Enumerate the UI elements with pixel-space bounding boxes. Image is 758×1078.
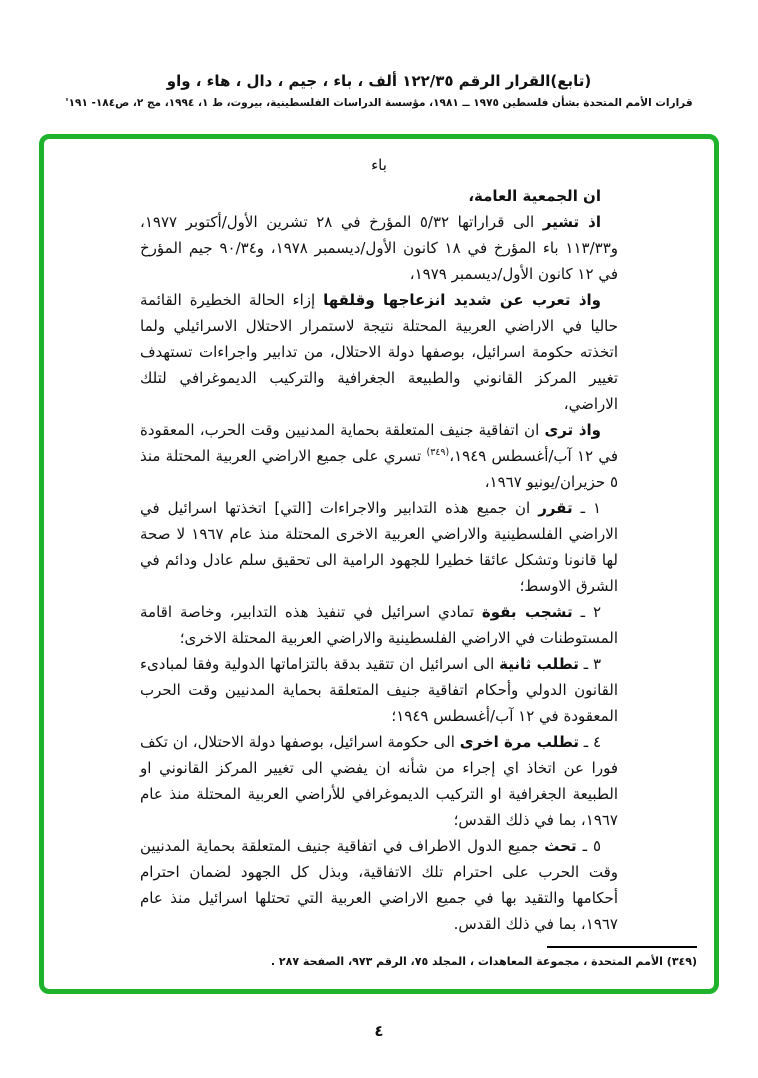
- section-letter: باء: [371, 156, 387, 174]
- item-lead: تحث: [544, 837, 577, 855]
- page-header: [0, 72, 758, 109]
- paragraph-lead: واذ تعرب عن شديد انزعاجها وقلقها: [323, 291, 601, 309]
- paragraph-text: إزاء الحالة الخطيرة القائمة حاليا في الاراضي العربية المحتلة نتيجة لاستمرار الاحتلال الاسرائيلي ولما اتخذته حكومة اسرائيل، بوصفها دولة الاحتلال، من تدابير واجراءات تستهدف تغيير المركز القانوني والطبيعة الجغرافية والتركيب الديموغرافي لتلك الاراضي،: [140, 291, 618, 413]
- item-text: جميع الدول الاطراف في اتفاقية جنيف المتعلقة بحماية المدنيين وقت الحرب على احترام تلك الاتفاقية، وبذل كل الجهود لضمان احترام أحكامها والتقيد بها في جميع الاراضي العربية التي تحتلها اسرائيل منذ عام ١٩٦٧، بما في ذلك القدس.: [140, 837, 618, 933]
- item-text: تمادي اسرائيل في تنفيذ هذه التدابير، وخاصة اقامة المستوطنات في الاراضي الفلسطينية والاراضي العربية المحتلة الاخرى؛: [140, 603, 618, 647]
- preamble-paragraph: [140, 209, 618, 287]
- source-citation: قرارات الأمم المتحدة بشأن فلسطين ١٩٧٥ ــ ١٩٨١، مؤسسة الدراسات الفلسطينية، بيروت، ط ١، ١٩٩٤، مج ٢، ص١٨٤- ١٩١': [65, 97, 693, 109]
- resolution-item: [140, 729, 618, 833]
- item-text: الى حكومة اسرائيل، بوصفها دولة الاحتلال، ان تكف فورا عن اتخاذ اي إجراء من شأنه ان يفضي الى تغيير المركز القانوني او الطبيعة الجغرافية او التركيب الديموغرافي للأراضي العربية المحتلة منذ عام ١٩٦٧، بما في ذلك القدس؛: [140, 733, 618, 829]
- footnote-block: [128, 946, 697, 969]
- preamble-paragraph: [140, 287, 618, 417]
- resolution-box: [39, 134, 719, 994]
- resolution-item: [140, 651, 618, 729]
- item-lead: تطلب ثانية: [499, 655, 579, 673]
- item-lead: تشجب بقوة: [481, 603, 573, 621]
- item-number: ٥ ـ: [576, 837, 601, 855]
- paragraph-lead: واذ ترى: [544, 421, 601, 439]
- resolution-body: [140, 183, 618, 937]
- page-number: ٤: [374, 1022, 384, 1040]
- footnote-ref: (٣٤٩): [426, 447, 450, 458]
- item-number: ١ ـ: [572, 499, 601, 517]
- resolution-item: [140, 599, 618, 651]
- footnote: (٣٤٩) الأمم المتحدة ، مجموعة المعاهدات ، المجلد ٧٥، الرقم ٩٧٣، الصفحة ٢٨٧ .: [270, 955, 697, 968]
- item-number: ٢ ـ: [572, 603, 602, 621]
- item-number: ٤ ـ: [578, 733, 601, 751]
- resolution-title: (تابع)القرار الرقم ١٢٢/٣٥ ألف ، باء ، جيم ، دال ، هاء ، واو: [166, 72, 592, 90]
- paragraph-text: الى قراراتها ٥/٣٢ المؤرخ في ٢٨ تشرين الأول/أكتوبر ١٩٧٧، و١١٣/٣٣ باء المؤرخ في ١٨ كانون الأول/ديسمبر ١٩٧٨، و٩٠/٣٤ جيم المؤرخ في ١٢ كانون الأول/ديسمبر ١٩٧٩،: [140, 213, 619, 283]
- assembly-opening: ان الجمعية العامة،: [468, 187, 601, 205]
- item-text: الى اسرائيل ان تتقيد بدقة بالتزاماتها الدولية وفقا لمبادىء القانون الدولي وأحكام اتفاقية جنيف المتعلقة بحماية المدنيين وقت الحرب المعقودة في ١٢ آب/أغسطس ١٩٤٩؛: [140, 655, 618, 725]
- paragraph-text: ان اتفاقية جنيف المتعلقة بحماية المدنيين وقت الحرب، المعقودة في ١٢ آب/أغسطس ١٩٤٩،: [140, 421, 618, 465]
- item-lead: تقرر: [538, 499, 573, 517]
- resolution-item: [140, 833, 618, 937]
- resolution-item: [140, 495, 618, 599]
- item-lead: تطلب مرة اخرى: [459, 733, 579, 751]
- item-text: ان جميع هذه التدابير والاجراءات [التي] اتخذتها اسرائيل في الاراضي الفلسطينية والاراضي العربية الاخرى المحتلة منذ عام ١٩٦٧ لا صحة لها قانونا وتشكل عائقا خطيرا للجهود الرامية الى تحقيق سلم عادل ودائم في الشرق الاوسط؛: [140, 499, 618, 595]
- preamble-paragraph: [140, 417, 618, 495]
- paragraph-lead: اذ تشير: [542, 213, 602, 231]
- item-number: ٣ ـ: [578, 655, 601, 673]
- footnote-separator: [547, 946, 697, 948]
- paragraph-text: تسري على جميع الاراضي العربية المحتلة منذ ٥ حزيران/يونيو ١٩٦٧،: [140, 447, 618, 491]
